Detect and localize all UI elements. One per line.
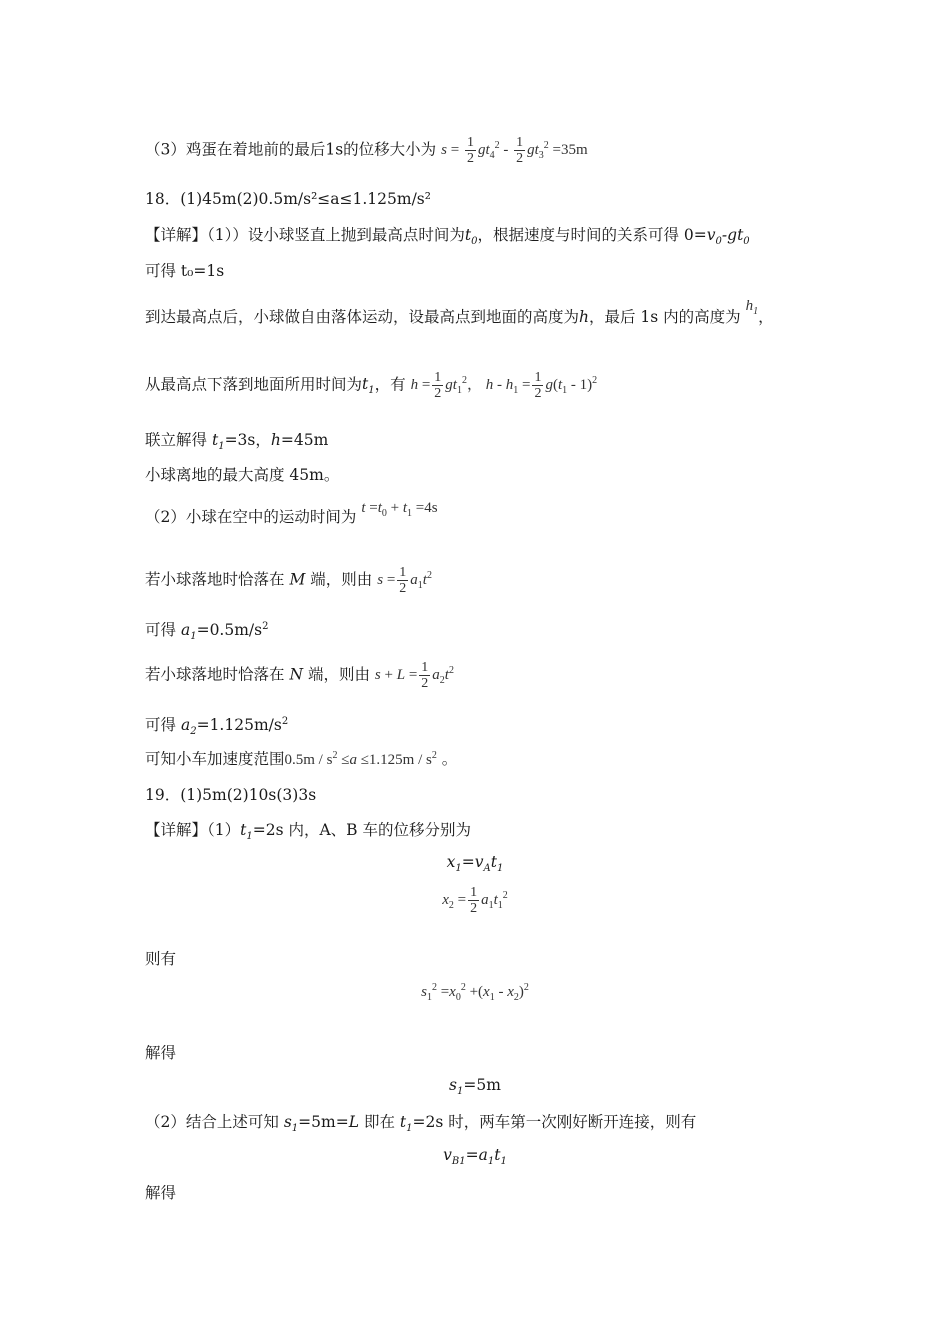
q18-M: 若小球落地时恰落在 M 端，则由 s = $\frac{1}{2}$ $a_1t^2$ [145,565,432,597]
q18-fall: 到达最高点后，小球做自由落体运动，设最高点到地面的高度为h，最后 1s 内的高度为 $h_1$， [145,298,774,326]
part3-equation: s = $\frac{1}{2}$ $gt_4^2$ - $\frac{1}{2}$ $gt_3^2 =35m$ [441,135,588,167]
q19-solve: 解得 [145,1044,177,1062]
q19-solve2: 解得 [145,1184,177,1202]
q18-a1: 可得 $a_1=0.5m/s^2$ [145,620,269,643]
q18-answer: 18．(1)45m(2)0.5m/s²≤a≤1.125m/s² [145,190,431,208]
q18-max: 小球离地的最大高度 45m。 [145,466,340,484]
q18-t0: 可得 t₀=1s [145,262,225,280]
part3-text: （3）鸡蛋在着地前的最后1s的位移大小为 [145,140,437,159]
q18-time: 从最高点下落到地面所用时间为$t_1$，有 h = $\frac{1}{2}$ $gt_1^2$， h - $h_1$ = $\frac{1}{2}$ $g(t_1 - 1)^2$ [145,370,598,402]
q19-s1-result: $s_1=5m$ [449,1076,501,1098]
q19-eq-x1: $x_1=v_At_1$ [446,853,504,875]
q19-eq-s1: $s_1^2 =x_0^2 +(x_1 - x_2)^2$ [421,982,529,1003]
q19-detail: 【详解】$(1)t_1=2s$ 内，A、B 车的位移分别为 [145,821,471,843]
q18-solve: 联立解得 $t_1=3s$，h=45m [145,431,329,453]
q19-eq-vb1: $v_{B1}=a_1t_1$ [443,1146,507,1168]
q19-then: 则有 [145,950,177,968]
q18-N: 若小球落地时恰落在 N 端，则由 s + L = $\frac{1}{2}$ $a_2t^2$ [145,660,454,692]
q19-eq-x2: $x_2$ = $\frac{1}{2}$ $a_1t_1^2$ [442,885,508,917]
q19-part2: （2）结合上述可知 $s_1=5m=L$ 即在 $t_1=2s$ 时，两车第一次刚好断开连接，则有 [145,1113,697,1135]
part3-line [145,135,588,167]
q18-detail: 【详解】（1））设小球竖直上抛到最高点时间为$t_0$，根据速度与时间的关系可得 $0=v_0-gt_0$ [145,226,750,248]
q18-range: 可知小车加速度范围$0.5m / s^2 \le a \le 1.125m / s^2$ 。 [145,750,458,768]
q18-a2: 可得 $a_2=1.125m/s^2$ [145,715,289,738]
q18-part2: （2）小球在空中的运动时间为 $t =t_0 + t_1 =4s$ [145,500,438,526]
q19-answer: 19．(1)5m(2)10s(3)3s [145,786,317,804]
